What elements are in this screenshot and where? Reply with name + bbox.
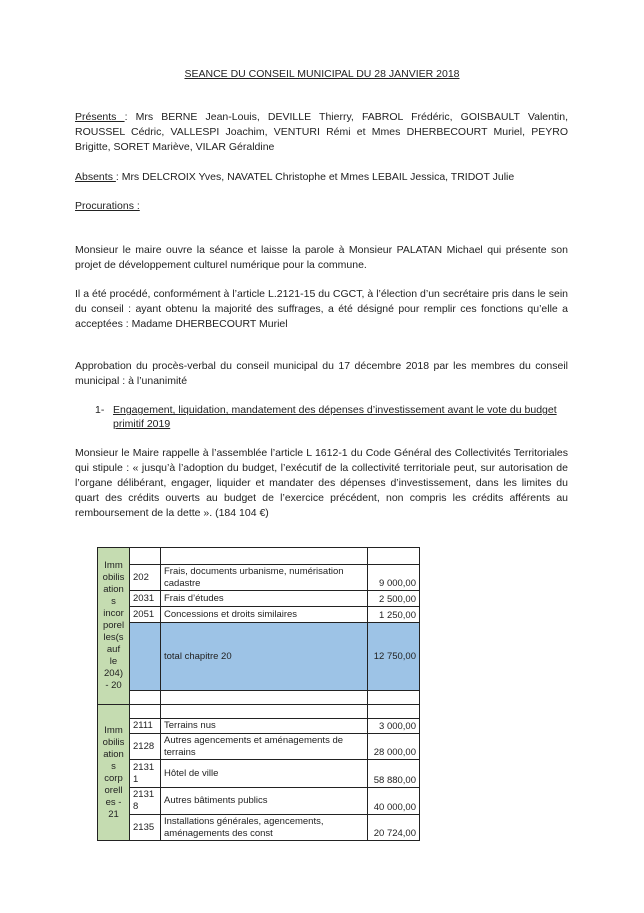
table-row <box>98 760 420 788</box>
account-label: Concessions et droits similaires <box>161 607 368 623</box>
account-code: 2135 <box>130 815 161 841</box>
presents-paragraph <box>75 110 568 155</box>
account-label: Hôtel de ville <box>161 760 368 788</box>
account-amount: 40 000,00 <box>368 788 420 815</box>
table-row <box>98 705 420 719</box>
total-row <box>98 623 420 691</box>
total-label: total chapitre 20 <box>161 623 368 691</box>
account-label: Terrains nus <box>161 719 368 734</box>
account-code: 2051 <box>130 607 161 623</box>
account-amount: 3 000,00 <box>368 719 420 734</box>
account-code: 2128 <box>130 734 161 760</box>
account-amount: 20 724,00 <box>368 815 420 841</box>
account-code: 2131 1 <box>130 760 161 788</box>
category-label-incorporelles: Imm obilis ation s incor porel les(s auf le 204) - 20 <box>102 560 125 691</box>
section-1-number: 1- <box>95 404 105 416</box>
category-cell-corporelles <box>98 705 130 841</box>
table-row <box>98 548 420 565</box>
absents-label: Absents <box>75 171 116 183</box>
presents-text: : Mrs BERNE Jean-Louis, DEVILLE Thierry, FABROL Frédéric, GOISBAULT Valentin, ROUSSEL Cédric, VALLESPI Joachim, VENTURI Rémi et Mmes DHERBECOURT Muriel, PEYRO Brigitte, SORET Mariève, VILAR Géraldine <box>75 111 568 153</box>
absents-paragraph <box>75 170 568 185</box>
absents-text: : Mrs DELCROIX Yves, NAVATEL Christophe et Mmes LEBAIL Jessica, TRIDOT Julie <box>115 171 515 183</box>
account-code: 202 <box>130 565 161 591</box>
account-code: 2031 <box>130 591 161 607</box>
table-row <box>98 591 420 607</box>
account-label: Installations générales, agencements, aménagements des const <box>161 815 368 841</box>
opening-paragraph: Monsieur le maire ouvre la séance et laisse la parole à Monsieur PALATAN Michael qui présente son projet de développement culturel numérique pour la commune. <box>75 244 568 271</box>
account-amount: 2 500,00 <box>368 591 420 607</box>
page-title: SEANCE DU CONSEIL MUNICIPAL DU 28 JANVIER 2018 <box>184 68 460 80</box>
account-amount: 28 000,00 <box>368 734 420 760</box>
table-row <box>98 788 420 815</box>
account-label: Frais, documents urbanisme, numérisation cadastre <box>161 565 368 591</box>
approval-paragraph: Approbation du procès-verbal du conseil municipal du 17 décembre 2018 par les membres du conseil municipal : à l’unanimité <box>75 360 568 387</box>
presents-label: Présents <box>75 111 125 123</box>
category-cell-incorporelles <box>98 548 130 705</box>
category-label-corporelles: Imm obilis ation s corp orell es - 21 <box>102 724 125 820</box>
article-paragraph: Monsieur le Maire rappelle à l’assemblée l’article L 1612-1 du Code Général des Collectivités Territoriales qui stipule : « jusqu’à l’adoption du budget, l’exécutif de la collectivité territoriale peut, sur autorisation de l’organe délibérant, engager, liquider et mandater des dépenses d’investissement, dans les limites du quart des crédits ouverts au budget de l’exercice précédent, non compris les crédits afférents au remboursement de la dette ». (184 104 €) <box>75 447 568 519</box>
table-row <box>98 719 420 734</box>
table-row <box>98 691 420 705</box>
account-code: 2111 <box>130 719 161 734</box>
table-row <box>98 565 420 591</box>
account-amount: 1 250,00 <box>368 607 420 623</box>
procurations-label: Procurations : <box>75 200 140 212</box>
table-row <box>98 734 420 760</box>
table-row <box>98 607 420 623</box>
account-label: Autres agencements et aménagements de terrains <box>161 734 368 760</box>
procurations-paragraph <box>75 199 568 214</box>
account-label: Frais d’études <box>161 591 368 607</box>
secretary-paragraph: Il a été procédé, conformément à l’article L.2121-15 du CGCT, à l’élection d’un secrétaire pris dans le sein du conseil : ayant obtenu la majorité des suffrages, a été désigné pour remplir ces fonctions qu’elle a acceptées : Madame DHERBECOURT Muriel <box>75 288 568 330</box>
section-1-title: Engagement, liquidation, mandatement des dépenses d’investissement avant le vote du budget primitif 2019 <box>113 404 557 430</box>
budget-table <box>97 547 420 841</box>
account-amount: 58 880,00 <box>368 760 420 788</box>
account-label: Autres bâtiments publics <box>161 788 368 815</box>
account-amount: 9 000,00 <box>368 565 420 591</box>
table-row <box>98 815 420 841</box>
total-amount: 12 750,00 <box>368 623 420 691</box>
account-code: 2131 8 <box>130 788 161 815</box>
